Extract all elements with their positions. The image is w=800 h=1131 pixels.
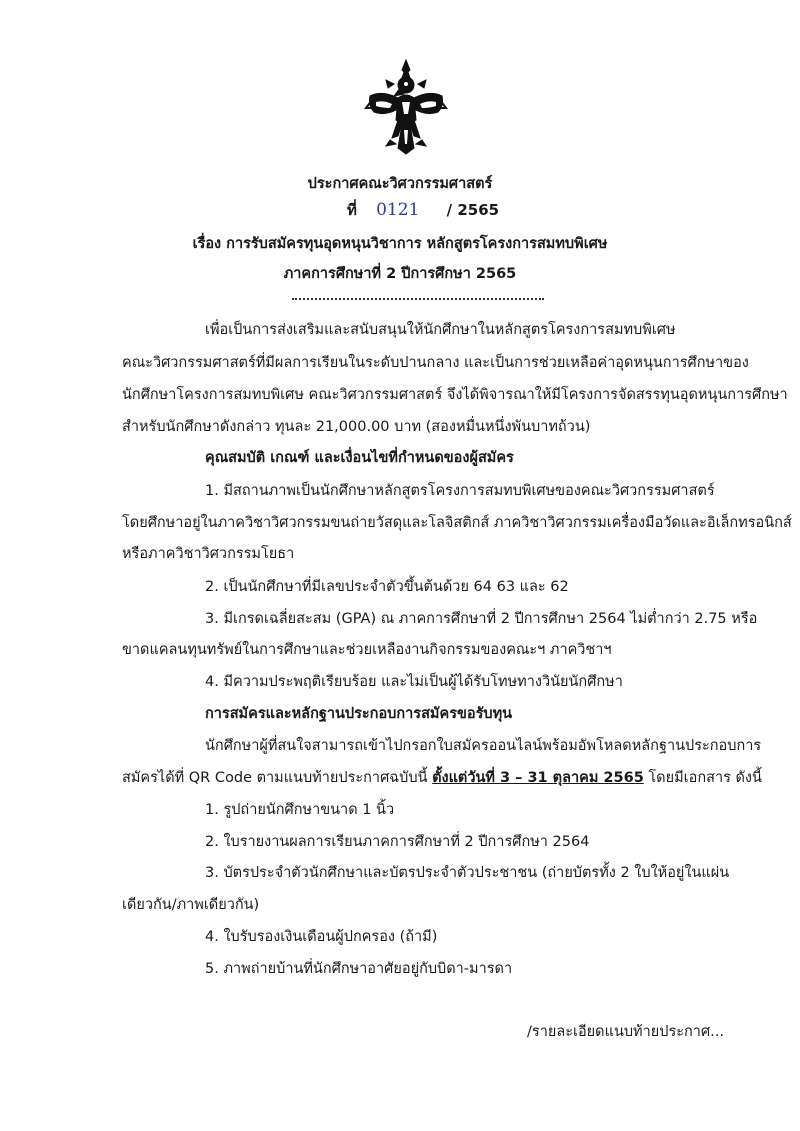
document-item: 2. ใบรายงานผลการเรียนภาคการศึกษาที่ 2 ปีการศึกษา 2564 xyxy=(205,834,590,850)
application-line: นักศึกษาผู้ที่สนใจสามารถเข้าไปกรอกใบสมัครออนไลน์พร้อมอัพโหลดหลักฐานประกอบการ xyxy=(205,738,762,754)
announcement-number xyxy=(347,198,499,222)
subject-line: เรื่อง การรับสมัครทุนอุดหนุนวิชาการ หลักสูตรโครงการสมทบพิเศษ xyxy=(192,236,608,252)
intro-line: เพื่อเป็นการส่งเสริมและสนับสนุนให้นักศึกษาในหลักสูตรโครงการสมทบพิเศษ xyxy=(205,322,676,338)
qualification-item: 3. มีเกรดเฉลี่ยสะสม (GPA) ณ ภาคการศึกษาที่ 2 ปีการศึกษา 2564 ไม่ต่ำกว่า 2.75 หรือ xyxy=(205,611,758,627)
document-item: 4. ใบรับรองเงินเดือนผู้ปกครอง (ถ้ามี) xyxy=(205,929,438,945)
garuda-emblem-icon xyxy=(364,58,448,158)
document-item: 1. รูปถ่ายนักศึกษาขนาด 1 นิ้ว xyxy=(205,802,395,818)
qualification-item: ขาดแคลนทุนทรัพย์ในการศึกษาและช่วยเหลืองานกิจกรรมของคณะฯ ภาควิชาฯ xyxy=(122,642,612,658)
document-item: 5. ภาพถ่ายบ้านที่นักศึกษาอาศัยอยู่กับบิดา-มารดา xyxy=(205,961,513,977)
page-title: ประกาศคณะวิศวกรรมศาสตร์ xyxy=(307,176,493,192)
qualifications-heading: คุณสมบัติ เกณฑ์ และเงื่อนไขที่กำหนดของผู้สมัคร xyxy=(205,450,514,466)
continuation-note: /รายละเอียดแนบท้ายประกาศ... xyxy=(527,1024,724,1040)
qualification-item: หรือภาควิชาวิศวกรรมโยธา xyxy=(122,546,295,562)
qualification-item: 1. มีสถานภาพเป็นนักศึกษาหลักสูตรโครงการสมทบพิเศษของคณะวิศวกรรมศาสตร์ xyxy=(205,483,715,499)
document-item: 3. บัตรประจำตัวนักศึกษาและบัตรประจำตัวประชาชน (ถ่ายบัตรทั้ง 2 ใบให้อยู่ในแผ่น xyxy=(205,865,730,881)
semester-line: ภาคการศึกษาที่ 2 ปีการศึกษา 2565 xyxy=(283,266,517,282)
document-item: เดียวกัน/ภาพเดียวกัน) xyxy=(122,897,260,913)
number-prefix: ที่ xyxy=(347,201,357,219)
intro-line: คณะวิศวกรรมศาสตร์ที่มีผลการเรียนในระดับปานกลาง และเป็นการช่วยเหลือค่าอุดหนุนการศึกษาของ xyxy=(122,355,749,371)
intro-line: นักศึกษาโครงการสมทบพิเศษ คณะวิศวกรรมศาสตร์ จึงได้พิจารณาให้มีโครงการจัดสรรทุนอุดหนุนการศึกษา xyxy=(122,387,788,403)
qualification-item: 2. เป็นนักศึกษาที่มีเลขประจำตัวขึ้นต้นด้วย 64 63 และ 62 xyxy=(205,579,569,595)
intro-line: สำหรับนักศึกษาดังกล่าว ทุนละ 21,000.00 บาท (สองหมื่นหนึ่งพันบาทถ้วน) xyxy=(122,419,591,435)
number-value: 0121 xyxy=(376,200,420,220)
application-deadline-line xyxy=(122,768,762,788)
number-year: / 2565 xyxy=(446,201,500,219)
deadline-dates: ตั้งแต่วันที่ 3 – 31 ตุลาคม 2565 xyxy=(432,770,644,786)
dotted-divider xyxy=(292,298,544,300)
qualification-item: โดยศึกษาอยู่ในภาควิชาวิศวกรรมขนถ่ายวัสดุและโลจิสติกส์ ภาควิชาวิศวกรรมเครื่องมือวัดและอิเล็กทรอนิกส์ xyxy=(122,515,792,531)
deadline-pre: สมัครได้ที่ QR Code ตามแนบท้ายประกาศฉบับนี้ xyxy=(122,770,433,786)
qualification-item: 4. มีความประพฤติเรียบร้อย และไม่เป็นผู้ได้รับโทษทางวินัยนักศึกษา xyxy=(205,674,623,690)
deadline-post: โดยมีเอกสาร ดังนี้ xyxy=(643,770,762,786)
application-heading: การสมัครและหลักฐานประกอบการสมัครขอรับทุน xyxy=(205,706,513,722)
